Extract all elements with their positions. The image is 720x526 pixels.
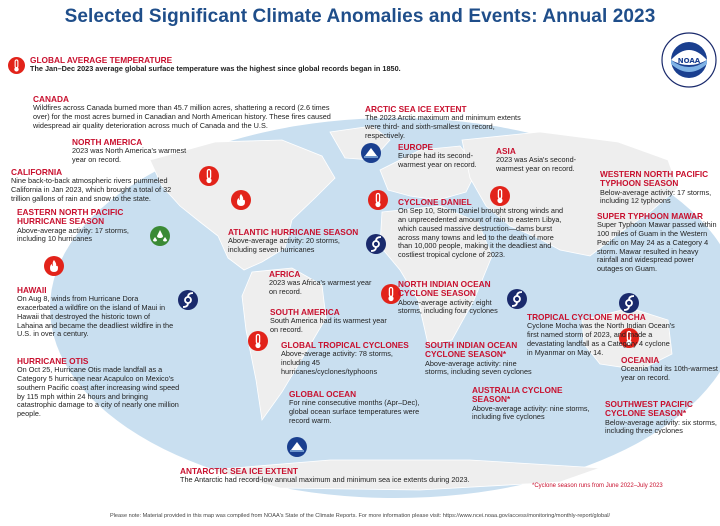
annotation-heading: ASIA — [496, 146, 516, 156]
annotation-southwest-pacific-cyclone — [605, 400, 718, 436]
page-title: Selected Significant Climate Anomalies and Events: Annual 2023 — [64, 6, 656, 27]
annotation-asia — [496, 147, 590, 174]
annotation-body: Below-average activity: 17 storms, including 12 typhoons — [600, 187, 712, 206]
annotation-heading: OCEANIA — [621, 355, 660, 365]
annotation-western-north-pacific-typhoon — [600, 170, 716, 206]
annotation-arctic-sea-ice — [365, 105, 530, 141]
ice-icon-antarctic — [287, 437, 307, 457]
annotation-heading: SUPER TYPHOON MAWAR — [597, 211, 704, 221]
annotation-body: The 2023 Arctic maximum and minimum extents were third- and sixth-smallest on record, respectively. — [365, 113, 521, 140]
annotation-heading: ARCTIC SEA ICE EXTENT — [365, 104, 467, 114]
annotation-body: Cyclone Mocha was the North Indian Ocean's first named storm of 2023, and made a devastating landfall as a Category 4 cyclone in Myanmar on May 14. — [527, 321, 675, 357]
annotation-heading: TROPICAL CYCLONE MOCHA — [527, 312, 646, 322]
annotation-heading: HURRICANE OTIS — [17, 356, 89, 366]
annotation-body: Above-average activity: nine storms, including five cyclones — [472, 403, 590, 422]
annotation-heading: NORTH INDIAN OCEAN CYCLONE SEASON — [398, 279, 491, 299]
annotation-eastern-north-pacific-hurricane — [17, 208, 147, 244]
annotation-heading: EASTERN NORTH PACIFIC HURRICANE SEASON — [17, 207, 124, 227]
rain-icon-california — [150, 226, 170, 246]
annotation-africa — [269, 270, 373, 297]
annotation-body: The Antarctic had record-low annual maximum and minimum sea ice extents during 2023. — [180, 475, 470, 485]
annotation-body: On Sep 10, Storm Daniel brought strong winds and an unprecedented amount of rain to eastern Libya, which caused massive destruction—dams burst across many towns and led to the death of more than 10,000 people, making it the deadliest and costliest tropical cyclone of 2023. — [398, 206, 564, 260]
annotation-body: Oceania had its 10th-warmest year on record. — [621, 364, 718, 383]
annotation-heading: WESTERN NORTH PACIFIC TYPHOON SEASON — [600, 169, 709, 189]
annotation-global-temperature — [30, 56, 450, 74]
annotation-heading: SOUTHWEST PACIFIC CYCLONE SEASON* — [605, 399, 693, 419]
thermometer-icon-north-america — [199, 166, 219, 186]
noaa-logo-label: NOAA — [677, 57, 701, 65]
annotation-south-america — [270, 308, 388, 335]
thermometer-icon-europe — [368, 190, 388, 210]
cyclone-icon-daniel — [366, 234, 386, 254]
cyclone-icon-otis — [178, 290, 198, 310]
annotation-global-ocean — [289, 390, 429, 426]
annotation-atlantic-hurricane — [228, 228, 368, 255]
annotation-body: The Jan–Dec 2023 average global surface temperature was the highest since global records began in 1850. — [30, 64, 401, 74]
annotation-super-typhoon-mawar — [597, 212, 718, 274]
annotation-north-america — [72, 138, 200, 165]
annotation-body: For nine consecutive months (Apr–Dec), global ocean surface temperatures were record warm. — [289, 398, 420, 425]
annotation-body: On Aug 8, winds from Hurricane Dora exacerbated a wildfire on the island of Maui in Hawaii that destroyed the historic town of Lahaina and became the deadliest wildfire in the U.S. in over a century. — [17, 294, 174, 339]
cyclone-icon-mocha — [619, 293, 639, 313]
annotation-body: 2023 was Africa's warmest year on record. — [269, 278, 372, 297]
annotation-heading: ANTARCTIC SEA ICE EXTENT — [180, 466, 299, 476]
source-footer: Please note: Material provided in this map was compiled from NOAA's State of the Climate Reports. For more information please visit: https://www.ncei.noaa.gov/access/monitoring/monthly-report/global/ — [109, 513, 611, 519]
annotation-body: On Oct 25, Hurricane Otis made landfall as a Category 5 hurricane near Acapulco on Mexico's southern Pacific coast after increasing wind speed by 115 mph within 24 hours and bringing catastrophic damage to a city of nearly one million people. — [17, 365, 180, 419]
annotation-canada — [33, 95, 348, 131]
annotation-south-indian-ocean-cyclone — [425, 341, 537, 377]
thermometer-icon-south-america — [248, 331, 268, 351]
noaa-logo — [661, 32, 717, 88]
annotation-body: Wildfires across Canada burned more than 45.7 million acres, shattering a record (2.6 times over) for the most acres burned in Canadian and North American history. These fires caused widespread air quality deterioration across much of Canada and the U.S. — [33, 103, 331, 130]
annotation-heading: AFRICA — [269, 269, 301, 279]
annotation-heading: CALIFORNIA — [11, 167, 63, 177]
cyclone-icon-north-indian — [507, 289, 527, 309]
annotation-heading: GLOBAL TROPICAL CYCLONES — [281, 340, 409, 350]
annotation-australia-cyclone — [472, 386, 592, 422]
annotation-heading: CYCLONE DANIEL — [398, 197, 472, 207]
annotation-heading: SOUTH AMERICA — [270, 307, 340, 317]
fire-icon-canada — [231, 190, 251, 210]
annotation-north-indian-ocean-cyclone — [398, 280, 506, 316]
annotation-cyclone-daniel — [398, 198, 564, 260]
annotation-europe — [398, 143, 490, 170]
annotation-heading: CANADA — [33, 94, 69, 104]
annotation-body: Below-average activity: six storms, including three cyclones — [605, 417, 717, 436]
annotation-body: Above-average activity: eight storms, including four cyclones — [398, 297, 498, 316]
annotation-heading: ATLANTIC HURRICANE SEASON — [228, 227, 359, 237]
annotation-heading: EUROPE — [398, 142, 434, 152]
annotation-heading: HAWAII — [17, 285, 47, 295]
annotation-heading: GLOBAL AVERAGE TEMPERATURE — [30, 55, 173, 65]
annotation-hawaii — [17, 286, 175, 339]
annotation-heading: GLOBAL OCEAN — [289, 389, 357, 399]
annotation-body: Above-average activity: nine storms, including seven cyclones — [425, 358, 532, 377]
ice-icon-arctic — [361, 143, 381, 163]
fire-icon-hawaii — [44, 256, 64, 276]
annotation-body: Nine back-to-back atmospheric rivers pummeled California in Jan 2023, which brought a total of 32 trillion gallons of rain and snow to the state. — [11, 176, 172, 203]
annotation-body: Above-average activity: 20 storms, including seven hurricanes — [228, 236, 340, 255]
annotation-heading: AUSTRALIA CYCLONE SEASON* — [472, 385, 563, 405]
annotation-body: 2023 was Asia's second-warmest year on record. — [496, 155, 577, 174]
annotation-body: Super Typhoon Mawar passed within 100 miles of Guam in the Western Pacific on May 24 as a Category 4 storm. Mawar resulted in heavy rainfall and widespread power outages on Guam. — [597, 220, 717, 274]
annotation-heading: NORTH AMERICA — [72, 137, 143, 147]
annotation-california — [11, 168, 179, 204]
thermometer-icon-global — [8, 57, 25, 74]
annotation-antarctic-sea-ice — [180, 467, 510, 485]
annotation-heading: SOUTH INDIAN OCEAN CYCLONE SEASON* — [425, 340, 518, 360]
annotation-body: 2023 was North America's warmest year on record. — [72, 146, 187, 165]
annotation-hurricane-otis — [17, 357, 183, 419]
cyclone-season-footnote: *Cyclone season runs from June 2022–July 2023 — [532, 483, 663, 489]
annotation-global-tropical-cyclones — [281, 341, 413, 377]
annotation-tropical-cyclone-mocha — [527, 313, 677, 357]
annotation-body: Europe had its second-warmest year on record. — [398, 151, 477, 170]
annotation-body: Above-average activity: 78 storms, including 45 hurricanes/cyclones/typhoons — [281, 349, 393, 376]
annotation-body: Above-average activity: 17 storms, including 10 hurricanes — [17, 225, 129, 244]
annotation-body: South America had its warmest year on record. — [270, 316, 387, 335]
annotation-oceania — [621, 356, 719, 383]
